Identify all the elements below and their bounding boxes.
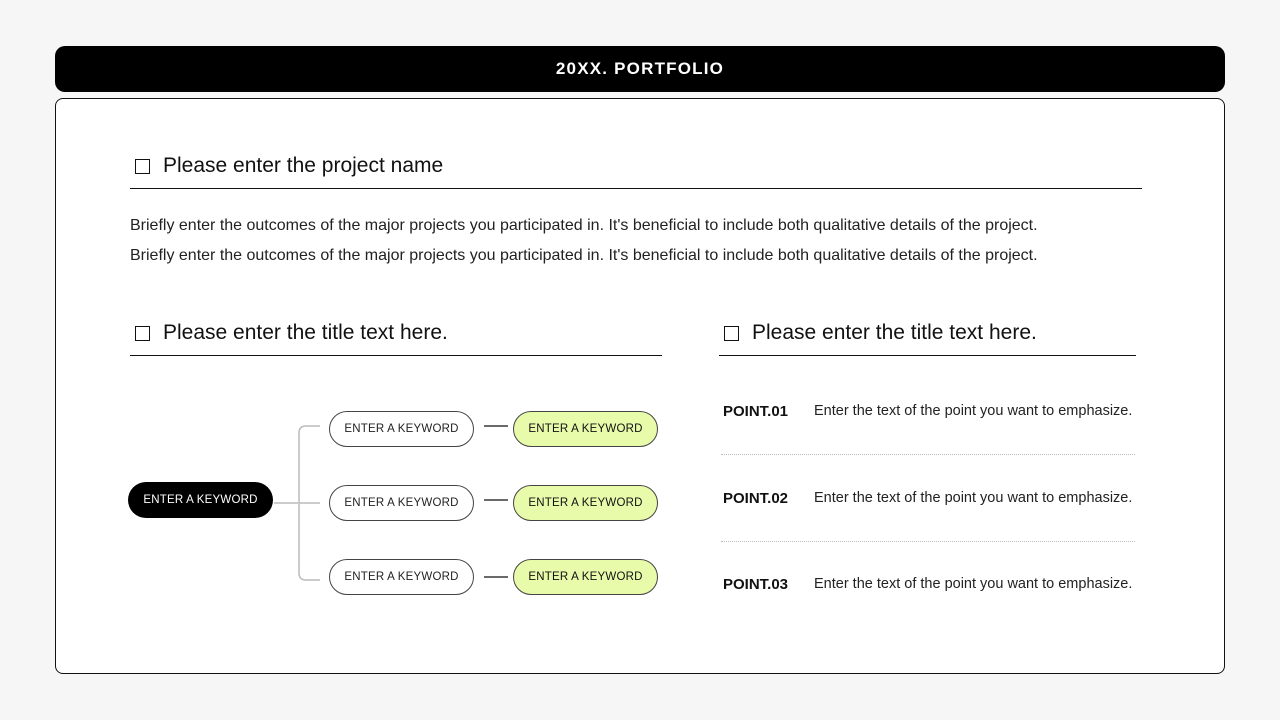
page-title: 20XX. PORTFOLIO — [555, 59, 725, 78]
point-row-2 — [721, 478, 1135, 518]
header-bar — [55, 46, 1225, 92]
point-text: Enter the text of the point you want to emphasize. — [814, 403, 1133, 419]
point-row-1 — [721, 391, 1135, 431]
content-card — [55, 98, 1225, 674]
branch-keyword-pill: ENTER A KEYWORD — [329, 411, 474, 447]
point-row-3 — [721, 564, 1135, 604]
divider — [721, 541, 1135, 542]
point-text: Enter the text of the point you want to emphasize. — [814, 490, 1133, 506]
description-line: Briefly enter the outcomes of the major projects you participated in. It's beneficial to include both qualitative details of the project. — [130, 247, 1038, 264]
branch-keyword-pill: ENTER A KEYWORD — [329, 485, 474, 521]
highlight-keyword-pill: ENTER A KEYWORD — [513, 411, 658, 447]
highlight-keyword-pill: ENTER A KEYWORD — [513, 559, 658, 595]
divider — [721, 454, 1135, 455]
point-label: POINT.02 — [723, 489, 789, 507]
project-title: Please enter the project name — [163, 154, 444, 177]
right-section-title: Please enter the title text here. — [752, 321, 1037, 344]
description-line: Briefly enter the outcomes of the major projects you participated in. It's beneficial to include both qualitative details of the project. — [130, 217, 1038, 234]
left-section-title: Please enter the title text here. — [163, 321, 448, 344]
point-label: POINT.03 — [723, 575, 789, 593]
highlight-keyword-pill: ENTER A KEYWORD — [513, 485, 658, 521]
point-label: POINT.01 — [723, 402, 789, 420]
root-keyword-pill: ENTER A KEYWORD — [128, 482, 273, 518]
point-text: Enter the text of the point you want to emphasize. — [814, 576, 1133, 592]
branch-keyword-pill: ENTER A KEYWORD — [329, 559, 474, 595]
